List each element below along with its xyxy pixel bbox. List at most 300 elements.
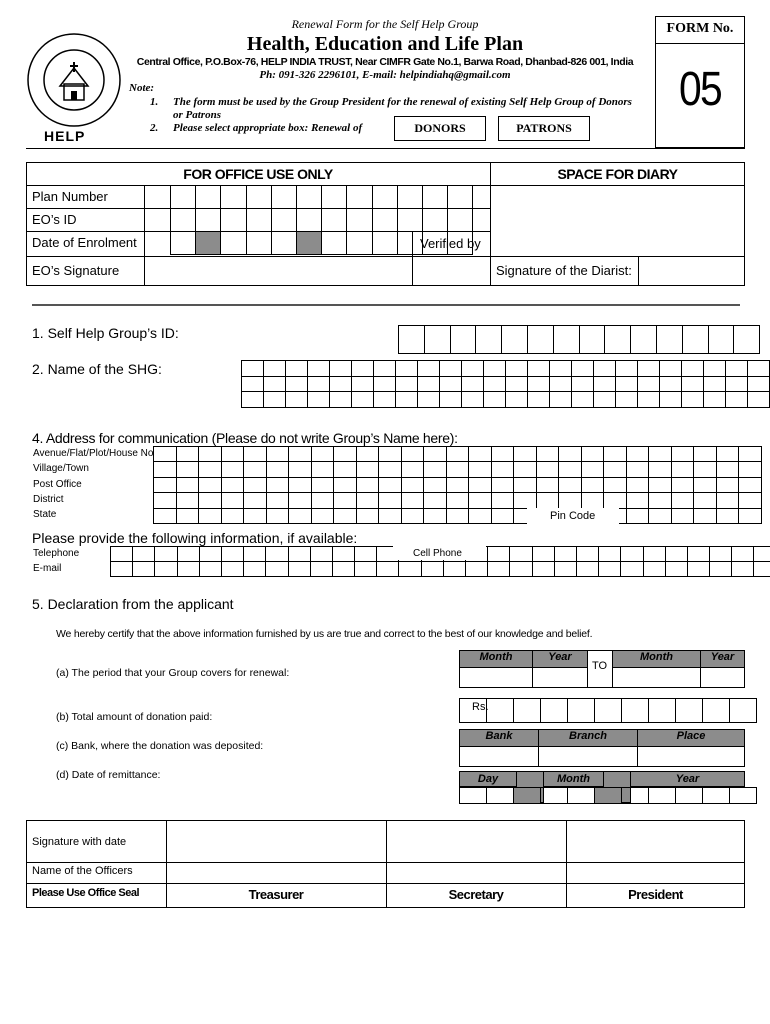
contact-cell[interactable] — [177, 562, 199, 577]
remittance-date-cell[interactable] — [541, 788, 568, 804]
address-cell[interactable] — [739, 462, 762, 477]
remittance-date-cell[interactable] — [676, 788, 703, 804]
office-cell[interactable] — [372, 209, 397, 232]
shg-name-cell[interactable] — [264, 392, 286, 408]
address-cell[interactable] — [266, 477, 289, 492]
donation-amount-cell[interactable] — [595, 699, 622, 723]
contact-cell[interactable] — [554, 547, 576, 562]
contact-cell[interactable] — [621, 562, 643, 577]
contact-cell[interactable] — [466, 562, 488, 577]
address-cell[interactable] — [154, 447, 177, 462]
contact-cell[interactable] — [754, 562, 770, 577]
address-cell[interactable] — [244, 493, 267, 508]
shg-name-cell[interactable] — [572, 392, 594, 408]
address-cell[interactable] — [694, 462, 717, 477]
contact-cell[interactable] — [244, 547, 266, 562]
shg-name-cell[interactable] — [550, 361, 572, 377]
shg-id-cell[interactable] — [450, 326, 476, 354]
contact-cell[interactable] — [732, 547, 754, 562]
shg-name-cell[interactable] — [462, 361, 484, 377]
address-cell[interactable] — [221, 462, 244, 477]
shg-name-cell[interactable] — [264, 376, 286, 392]
address-cell[interactable] — [199, 462, 222, 477]
address-cell[interactable] — [514, 477, 537, 492]
address-cell[interactable] — [176, 493, 199, 508]
address-cell[interactable] — [334, 462, 357, 477]
address-cell[interactable] — [739, 447, 762, 462]
address-cell[interactable] — [694, 493, 717, 508]
address-cell[interactable] — [536, 477, 559, 492]
shg-name-cell[interactable] — [704, 376, 726, 392]
contact-cell[interactable] — [377, 562, 399, 577]
address-cell[interactable] — [446, 508, 469, 523]
office-cell[interactable] — [397, 209, 422, 232]
shg-name-cell[interactable] — [418, 392, 440, 408]
address-cell[interactable] — [176, 477, 199, 492]
address-cell[interactable] — [199, 508, 222, 523]
address-cell[interactable] — [694, 477, 717, 492]
address-cell[interactable] — [649, 493, 672, 508]
address-cell[interactable] — [221, 493, 244, 508]
contact-cell[interactable] — [599, 547, 621, 562]
address-cell[interactable] — [559, 447, 582, 462]
shg-name-cell[interactable] — [594, 376, 616, 392]
shg-name-cell[interactable] — [440, 361, 462, 377]
address-cell[interactable] — [379, 508, 402, 523]
contact-cell[interactable] — [665, 562, 687, 577]
contact-cell[interactable] — [421, 562, 443, 577]
contact-cell[interactable] — [732, 562, 754, 577]
shg-id-cell[interactable] — [424, 326, 450, 354]
shg-name-cell[interactable] — [748, 361, 770, 377]
office-cell[interactable] — [246, 186, 271, 209]
shg-name-cell[interactable] — [638, 361, 660, 377]
address-cell[interactable] — [289, 462, 312, 477]
shg-name-cell[interactable] — [242, 361, 264, 377]
address-cell[interactable] — [244, 462, 267, 477]
shg-name-cell[interactable] — [594, 361, 616, 377]
address-cell[interactable] — [716, 447, 739, 462]
address-cell[interactable] — [244, 447, 267, 462]
shg-name-cell[interactable] — [440, 392, 462, 408]
shg-name-cell[interactable] — [352, 361, 374, 377]
address-cell[interactable] — [311, 477, 334, 492]
office-cell[interactable] — [422, 209, 447, 232]
contact-cell[interactable] — [576, 547, 598, 562]
address-cell[interactable] — [311, 447, 334, 462]
remittance-date-cell[interactable] — [487, 788, 514, 804]
donation-amount-table[interactable] — [459, 698, 757, 723]
address-cell[interactable] — [649, 508, 672, 523]
address-cell[interactable] — [334, 477, 357, 492]
address-cell[interactable] — [424, 508, 447, 523]
address-cell[interactable] — [559, 493, 582, 508]
address-cell[interactable] — [536, 462, 559, 477]
donation-amount-cell[interactable] — [730, 699, 757, 723]
contact-cell[interactable] — [399, 562, 421, 577]
contact-cell[interactable] — [221, 547, 243, 562]
donation-amount-cell[interactable] — [649, 699, 676, 723]
address-cell[interactable] — [626, 447, 649, 462]
address-cell[interactable] — [446, 447, 469, 462]
address-cell[interactable] — [604, 447, 627, 462]
address-cell[interactable] — [469, 508, 492, 523]
address-cell[interactable] — [491, 462, 514, 477]
address-cell[interactable] — [311, 462, 334, 477]
office-cell[interactable] — [372, 232, 397, 255]
address-cell[interactable] — [626, 493, 649, 508]
shg-id-table[interactable] — [398, 325, 760, 354]
contact-cell[interactable] — [244, 562, 266, 577]
office-cell[interactable] — [397, 232, 422, 255]
contact-cell[interactable] — [199, 562, 221, 577]
contact-cell[interactable] — [332, 562, 354, 577]
office-cell[interactable] — [171, 186, 196, 209]
address-cell[interactable] — [671, 477, 694, 492]
address-cell[interactable] — [379, 477, 402, 492]
address-cell[interactable] — [311, 508, 334, 523]
contact-cell[interactable] — [754, 547, 770, 562]
shg-name-cell[interactable] — [396, 392, 418, 408]
address-cell[interactable] — [446, 493, 469, 508]
address-cell[interactable] — [446, 462, 469, 477]
shg-id-cell[interactable] — [527, 326, 553, 354]
shg-name-cell[interactable] — [286, 392, 308, 408]
address-cell[interactable] — [311, 493, 334, 508]
shg-name-cell[interactable] — [286, 376, 308, 392]
office-cell[interactable] — [221, 232, 246, 255]
address-cell[interactable] — [559, 462, 582, 477]
office-cell[interactable] — [196, 209, 221, 232]
address-cell[interactable] — [289, 508, 312, 523]
address-cell[interactable] — [604, 462, 627, 477]
shg-name-cell[interactable] — [264, 361, 286, 377]
address-cell[interactable] — [649, 462, 672, 477]
shg-name-cell[interactable] — [396, 376, 418, 392]
contact-cell[interactable] — [643, 547, 665, 562]
contact-cell[interactable] — [665, 547, 687, 562]
shg-id-cell[interactable] — [631, 326, 657, 354]
office-cell[interactable] — [171, 232, 196, 255]
address-cell[interactable] — [244, 508, 267, 523]
shg-id-cell[interactable] — [579, 326, 605, 354]
address-cell[interactable] — [356, 447, 379, 462]
address-cell[interactable] — [424, 493, 447, 508]
contact-cell[interactable] — [221, 562, 243, 577]
address-cell[interactable] — [424, 477, 447, 492]
address-cell[interactable] — [424, 462, 447, 477]
shg-name-cell[interactable] — [330, 361, 352, 377]
address-cell[interactable] — [536, 447, 559, 462]
shg-name-cell[interactable] — [506, 376, 528, 392]
address-cell[interactable] — [176, 462, 199, 477]
contact-cell[interactable] — [155, 562, 177, 577]
shg-name-cell[interactable] — [330, 376, 352, 392]
office-cell[interactable] — [397, 186, 422, 209]
address-cell[interactable] — [379, 447, 402, 462]
address-cell[interactable] — [199, 493, 222, 508]
address-cell[interactable] — [424, 447, 447, 462]
shg-id-cell[interactable] — [399, 326, 425, 354]
address-cell[interactable] — [401, 447, 424, 462]
period-to-year-input[interactable] — [700, 667, 745, 688]
address-cell[interactable] — [581, 493, 604, 508]
shg-name-cell[interactable] — [748, 376, 770, 392]
address-table[interactable] — [153, 446, 762, 524]
shg-name-cell[interactable] — [572, 361, 594, 377]
address-cell[interactable] — [221, 477, 244, 492]
contact-cell[interactable] — [443, 562, 465, 577]
shg-name-cell[interactable] — [462, 376, 484, 392]
address-cell[interactable] — [491, 447, 514, 462]
address-cell[interactable] — [716, 508, 739, 523]
remittance-date-cell[interactable] — [649, 788, 676, 804]
office-cell[interactable] — [221, 186, 246, 209]
address-cell[interactable] — [379, 493, 402, 508]
shg-name-cell[interactable] — [286, 361, 308, 377]
shg-name-cell[interactable] — [704, 361, 726, 377]
shg-name-cell[interactable] — [660, 361, 682, 377]
contact-cell[interactable] — [599, 562, 621, 577]
address-cell[interactable] — [671, 447, 694, 462]
office-cell[interactable] — [347, 232, 372, 255]
shg-name-cell[interactable] — [594, 392, 616, 408]
shg-name-cell[interactable] — [484, 376, 506, 392]
shg-name-cell[interactable] — [484, 392, 506, 408]
address-cell[interactable] — [581, 462, 604, 477]
remittance-date-cell[interactable] — [514, 788, 541, 804]
period-from-year-input[interactable] — [532, 667, 588, 688]
address-cell[interactable] — [379, 462, 402, 477]
address-cell[interactable] — [356, 462, 379, 477]
shg-name-cell[interactable] — [704, 392, 726, 408]
address-cell[interactable] — [581, 447, 604, 462]
period-to-month-input[interactable] — [612, 667, 701, 688]
contact-cell[interactable] — [155, 547, 177, 562]
contact-cell[interactable] — [355, 547, 377, 562]
address-cell[interactable] — [401, 477, 424, 492]
shg-name-cell[interactable] — [616, 392, 638, 408]
address-cell[interactable] — [514, 447, 537, 462]
contact-cell[interactable] — [133, 562, 155, 577]
address-cell[interactable] — [626, 508, 649, 523]
address-cell[interactable] — [716, 493, 739, 508]
shg-name-cell[interactable] — [506, 361, 528, 377]
office-cell[interactable] — [296, 186, 321, 209]
shg-name-cell[interactable] — [726, 392, 748, 408]
address-cell[interactable] — [266, 462, 289, 477]
address-cell[interactable] — [671, 508, 694, 523]
address-cell[interactable] — [446, 477, 469, 492]
shg-name-cell[interactable] — [682, 392, 704, 408]
shg-name-cell[interactable] — [660, 392, 682, 408]
place-input[interactable] — [637, 746, 745, 767]
contact-cell[interactable] — [510, 547, 532, 562]
shg-name-cell[interactable] — [352, 392, 374, 408]
office-cell[interactable] — [322, 232, 347, 255]
branch-input[interactable] — [538, 746, 638, 767]
shg-name-cell[interactable] — [682, 376, 704, 392]
shg-name-cell[interactable] — [330, 392, 352, 408]
contact-cell[interactable] — [532, 562, 554, 577]
shg-id-cell[interactable] — [502, 326, 528, 354]
contact-cell[interactable] — [687, 562, 709, 577]
address-cell[interactable] — [154, 508, 177, 523]
address-cell[interactable] — [199, 447, 222, 462]
shg-name-cell[interactable] — [396, 361, 418, 377]
shg-name-cell[interactable] — [550, 376, 572, 392]
office-cell[interactable] — [448, 186, 473, 209]
office-cell[interactable] — [296, 232, 321, 255]
contact-cell[interactable] — [332, 547, 354, 562]
address-cell[interactable] — [244, 477, 267, 492]
address-cell[interactable] — [514, 493, 537, 508]
contact-cell[interactable] — [621, 547, 643, 562]
address-cell[interactable] — [671, 462, 694, 477]
address-cell[interactable] — [199, 477, 222, 492]
shg-name-cell[interactable] — [528, 361, 550, 377]
address-cell[interactable] — [536, 493, 559, 508]
office-cell[interactable] — [221, 209, 246, 232]
shg-name-cell[interactable] — [572, 376, 594, 392]
address-cell[interactable] — [154, 493, 177, 508]
contact-cell[interactable] — [111, 547, 133, 562]
office-cell[interactable] — [171, 209, 196, 232]
address-cell[interactable] — [739, 477, 762, 492]
contact-cell[interactable] — [355, 562, 377, 577]
contact-cell[interactable] — [554, 562, 576, 577]
address-cell[interactable] — [356, 508, 379, 523]
address-cell[interactable] — [739, 508, 762, 523]
shg-id-cell[interactable] — [734, 326, 760, 354]
address-cell[interactable] — [739, 493, 762, 508]
contact-cell[interactable] — [288, 547, 310, 562]
address-cell[interactable] — [401, 508, 424, 523]
address-cell[interactable] — [514, 462, 537, 477]
office-cell[interactable] — [271, 232, 296, 255]
office-cell[interactable] — [196, 186, 221, 209]
address-cell[interactable] — [221, 447, 244, 462]
shg-id-cell[interactable] — [682, 326, 708, 354]
shg-name-cell[interactable] — [418, 361, 440, 377]
period-from-month-input[interactable] — [459, 667, 533, 688]
shg-name-cell[interactable] — [308, 392, 330, 408]
contact-cell[interactable] — [310, 562, 332, 577]
address-cell[interactable] — [626, 477, 649, 492]
address-cell[interactable] — [334, 447, 357, 462]
address-cell[interactable] — [604, 477, 627, 492]
shg-name-cell[interactable] — [638, 376, 660, 392]
address-cell[interactable] — [649, 447, 672, 462]
shg-name-cell[interactable] — [242, 392, 264, 408]
remittance-date-cell[interactable] — [460, 788, 487, 804]
address-cell[interactable] — [469, 493, 492, 508]
office-cell[interactable] — [372, 186, 397, 209]
address-cell[interactable] — [356, 477, 379, 492]
address-cell[interactable] — [289, 477, 312, 492]
shg-name-cell[interactable] — [484, 361, 506, 377]
address-cell[interactable] — [604, 493, 627, 508]
shg-name-cell[interactable] — [352, 376, 374, 392]
shg-name-cell[interactable] — [308, 361, 330, 377]
remittance-date-table[interactable] — [459, 787, 757, 804]
address-cell[interactable] — [559, 477, 582, 492]
office-cell[interactable] — [296, 209, 321, 232]
contact-cell[interactable] — [266, 562, 288, 577]
contact-cell[interactable] — [510, 562, 532, 577]
office-cell[interactable] — [347, 209, 372, 232]
address-cell[interactable] — [356, 493, 379, 508]
office-cell[interactable] — [246, 232, 271, 255]
address-cell[interactable] — [401, 493, 424, 508]
contact-cell[interactable] — [643, 562, 665, 577]
office-cell[interactable] — [422, 186, 447, 209]
address-cell[interactable] — [266, 493, 289, 508]
shg-name-cell[interactable] — [440, 376, 462, 392]
address-cell[interactable] — [221, 508, 244, 523]
donation-amount-cell[interactable] — [487, 699, 514, 723]
shg-id-cell[interactable] — [708, 326, 734, 354]
remittance-date-cell[interactable] — [622, 788, 649, 804]
shg-name-cell[interactable] — [616, 361, 638, 377]
office-cell[interactable] — [322, 186, 347, 209]
address-cell[interactable] — [491, 493, 514, 508]
bank-input[interactable] — [459, 746, 539, 767]
address-cell[interactable] — [716, 462, 739, 477]
donation-amount-cell[interactable] — [676, 699, 703, 723]
shg-name-cell[interactable] — [682, 361, 704, 377]
shg-name-cell[interactable] — [462, 392, 484, 408]
contact-cell[interactable] — [288, 562, 310, 577]
contact-cell[interactable] — [266, 547, 288, 562]
shg-name-cell[interactable] — [374, 376, 396, 392]
contact-cell[interactable] — [576, 562, 598, 577]
office-cell[interactable] — [271, 209, 296, 232]
office-cell[interactable] — [448, 209, 473, 232]
donors-option[interactable]: DONORS — [394, 116, 486, 141]
address-cell[interactable] — [469, 447, 492, 462]
contact-cell[interactable] — [710, 562, 732, 577]
office-cell[interactable] — [246, 209, 271, 232]
address-cell[interactable] — [716, 477, 739, 492]
contact-cell[interactable] — [710, 547, 732, 562]
office-cell[interactable] — [322, 209, 347, 232]
shg-name-cell[interactable] — [374, 392, 396, 408]
donation-amount-cell[interactable] — [541, 699, 568, 723]
address-cell[interactable] — [491, 508, 514, 523]
address-cell[interactable] — [626, 462, 649, 477]
remittance-date-cell[interactable] — [730, 788, 757, 804]
remittance-date-cell[interactable] — [595, 788, 622, 804]
contact-cell[interactable] — [177, 547, 199, 562]
address-cell[interactable] — [154, 462, 177, 477]
shg-id-cell[interactable] — [553, 326, 579, 354]
address-cell[interactable] — [491, 477, 514, 492]
shg-name-cell[interactable] — [308, 376, 330, 392]
address-cell[interactable] — [334, 493, 357, 508]
office-cell[interactable] — [271, 186, 296, 209]
address-cell[interactable] — [581, 477, 604, 492]
shg-name-cell[interactable] — [418, 376, 440, 392]
address-cell[interactable] — [266, 508, 289, 523]
address-cell[interactable] — [671, 493, 694, 508]
shg-id-cell[interactable] — [476, 326, 502, 354]
shg-id-cell[interactable] — [656, 326, 682, 354]
remittance-date-cell[interactable] — [568, 788, 595, 804]
contact-cell[interactable] — [111, 562, 133, 577]
remittance-date-cell[interactable] — [703, 788, 730, 804]
patrons-option[interactable]: PATRONS — [498, 116, 590, 141]
